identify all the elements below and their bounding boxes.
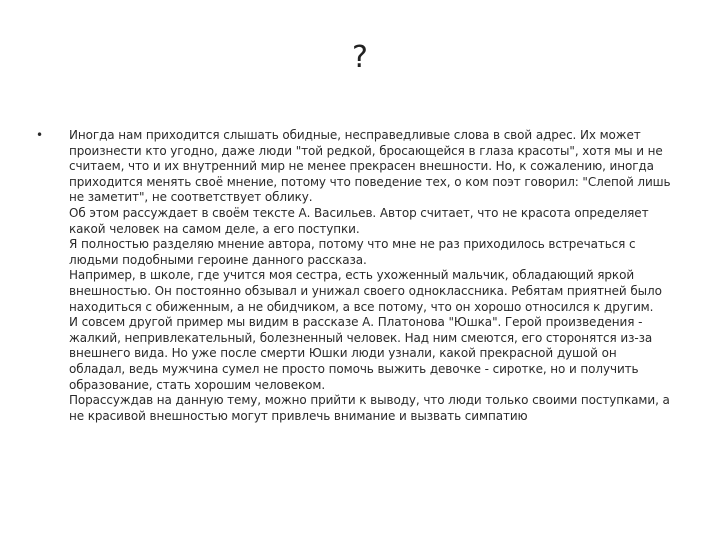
slide-content bbox=[36, 128, 676, 424]
paragraph-example-yushka: И совсем другой пример мы видим в рассказе А. Платонова "Юшка". Герой произведения - жалкий, непривлекательный, болезненный человек. Над ним смеются, его сторонятся из-за внешнего вида. Но уже после смерти Юшки люди узнали, какой прекрасной душой он обладал, ведь мужчина сумел не просто помочь выжить девочке - сиротке, но и получить образование, стать хорошим человеком. bbox=[69, 315, 653, 392]
bullet-dot-icon: • bbox=[36, 128, 43, 142]
bullet-item bbox=[36, 128, 676, 424]
paragraph-intro: Иногда нам приходится слышать обидные, несправедливые слова в свой адрес. Их может произнести кто угодно, даже люди "той редкой, бросающейся в глаза красоты", хотя мы и не считаем, что и их внутренний мир не менее прекрасен внешности. Но, к сожалению, иногда приходится менять своё мнение, потому что поведение тех, о ком поэт говорил: "Слепой лишь не заметит", не соответствует облику. bbox=[69, 128, 671, 205]
paragraph-author-position: Об этом рассуждает в своём тексте А. Васильев. Автор считает, что не красота определяет какой человек на самом деле, а его поступки. bbox=[69, 205, 649, 236]
paragraph-agreement: Я полностью разделяю мнение автора, потому что мне не раз приходилось встречаться с людьми подобными героине данного рассказа. bbox=[69, 237, 636, 267]
paragraph-example-school: Например, в школе, где учится моя сестра, есть ухоженный мальчик, обладающий яркой внешностью. Он постоянно обзывал и унижал своего одноклассника. Ребятам приятней было находиться с обиженным, а не обидчиком, а все потому, что он хорошо относился к другим. bbox=[69, 268, 662, 314]
paragraph-conclusion: Порассуждав на данную тему, можно прийти к выводу, что люди только своими поступками, а не красивой внешностью могут привлечь внимание и вызвать симпатию bbox=[69, 393, 670, 423]
slide-title: ? bbox=[352, 40, 368, 75]
